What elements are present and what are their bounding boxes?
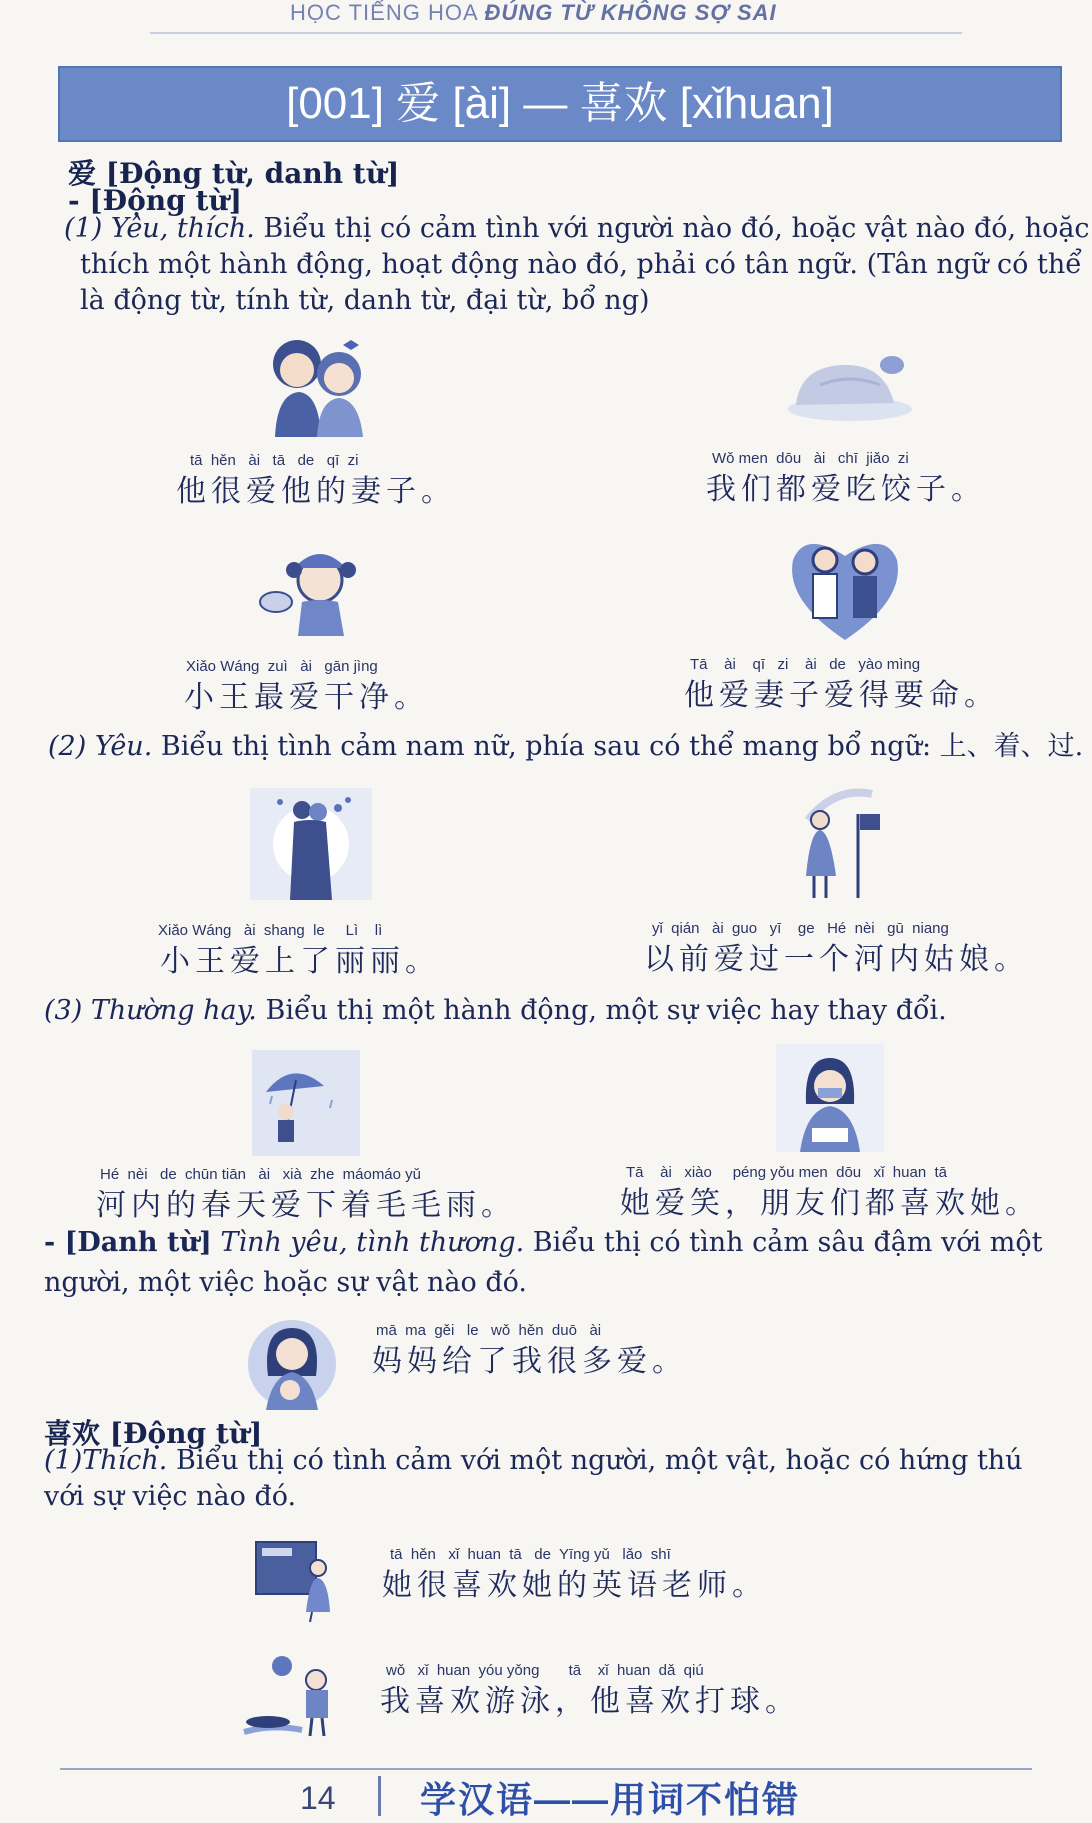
- definition-4-text: Biểu thị có tình cảm với một người, một vật, hoặc có hứng thú: [175, 1445, 1023, 1476]
- definition-1-line-2: thích một hành động, hoạt động nào đó, phải có tân ngữ. (Tân ngữ có thể: [80, 249, 1082, 280]
- example-10-chinese: 她很喜欢她的英语老师。: [382, 1568, 767, 1603]
- example-11-pinyin: wǒ xǐ huan yóu yǒng tā xǐ huan dǎ qiú: [386, 1662, 704, 1679]
- noun-definition-line-1: [44, 1226, 1042, 1260]
- definition-4-line-2: với sự việc nào đó.: [44, 1481, 297, 1512]
- example-7-pinyin: Hé nèi de chūn tiān ài xià zhe máomáo yǔ: [100, 1166, 422, 1183]
- girl-with-flag-illustration: [780, 780, 890, 905]
- definition-1-number: (1): [64, 213, 103, 244]
- footer-divider: [378, 1776, 381, 1816]
- example-6-pinyin: yǐ qián ài guo yī ge Hé nèi gū niang: [652, 920, 949, 937]
- definition-4-number: (1): [44, 1445, 83, 1476]
- boy-umbrella-illustration: [252, 1050, 360, 1156]
- noun-label: - [Danh từ]: [44, 1227, 212, 1258]
- definition-3-term: Thường hay.: [90, 995, 257, 1026]
- teacher-illustration: [254, 1538, 336, 1622]
- entry-banner: [001] 爱 [ài] — 喜欢 [xǐhuan]: [58, 66, 1062, 142]
- example-11-chinese: 我喜欢游泳，他喜欢打球。: [380, 1684, 800, 1719]
- definition-2-number: (2): [48, 731, 87, 762]
- page-number: 14: [300, 1780, 336, 1816]
- definition-2-term: Yêu.: [94, 731, 153, 762]
- running-header-tail: ĐÚNG TỪ KHÔNG SỢ SAI: [484, 0, 777, 25]
- definition-2: [48, 730, 1083, 764]
- definition-2-text: Biểu thị tình cảm nam nữ, phía sau có thể mang bổ ngữ: 上、着、过.: [160, 731, 1084, 762]
- example-7-chinese: 河内的春天爱下着毛毛雨。: [96, 1188, 516, 1223]
- example-4-chinese: 他爱妻子爱得要命。: [684, 678, 999, 713]
- definition-3-number: (3): [44, 995, 83, 1026]
- example-1-pinyin: tā hěn ài tā de qī zi: [190, 452, 359, 469]
- section-heading-xihuan: 喜欢 [Động từ]: [44, 1417, 263, 1450]
- swimming-basketball-illustration: [242, 1652, 348, 1740]
- couple-heart-illustration: [785, 530, 905, 645]
- example-10-pinyin: tā hěn xǐ huan tā de Yīng yǔ lǎo shī: [390, 1546, 671, 1563]
- definition-3-text: Biểu thị một hành động, một sự việc hay thay đổi.: [265, 995, 947, 1026]
- example-8-pinyin: Tā ài xiào péng yǒu men dōu xǐ huan tā: [626, 1164, 948, 1181]
- definition-4-term: Thích.: [82, 1445, 168, 1476]
- example-9-chinese: 妈妈给了我很多爱。: [372, 1344, 687, 1379]
- noun-term: Tình yêu, tình thương.: [220, 1227, 525, 1258]
- definition-1-text: Biểu thị có cảm tình với người nào đó, hoặc vật nào đó, hoặc: [263, 213, 1090, 244]
- running-header-text: HỌC TIẾNG HOA: [290, 0, 478, 25]
- example-5-chinese: 小王爱上了丽丽。: [160, 944, 440, 979]
- example-8-chinese: 她爱笑，朋友们都喜欢她。: [620, 1186, 1040, 1221]
- example-2-chinese: 我们都爱吃饺子。: [706, 472, 986, 507]
- section-heading-ai: 爱 [Động từ, danh từ]: [68, 157, 400, 190]
- dumplings-illustration: [780, 345, 920, 425]
- example-5-pinyin: Xiǎo Wáng ài shang le Lì lì: [158, 922, 383, 939]
- verb-heading: - [Động từ]: [68, 184, 242, 217]
- noun-definition-line-2: người, một việc hoặc sự vật nào đó.: [44, 1267, 528, 1298]
- example-3-pinyin: Xiǎo Wáng zuì ài gān jìng: [186, 658, 378, 675]
- example-9-pinyin: mā ma gěi le wǒ hěn duō ài: [376, 1322, 602, 1339]
- example-4-pinyin: Tā ài qī zi ài de yào mìng: [690, 656, 921, 673]
- couple-illustration: [255, 332, 380, 437]
- definition-4-line-1: [44, 1444, 1023, 1478]
- definition-3: [44, 994, 947, 1028]
- running-header: [290, 0, 777, 26]
- footer-rule: [60, 1768, 1032, 1770]
- hugging-couple-illustration: [250, 788, 372, 900]
- mother-child-illustration: [244, 1318, 340, 1410]
- definition-1-line-3: là động từ, tính từ, danh từ, đại từ, bổ ng): [80, 285, 650, 316]
- header-rule: [150, 32, 962, 34]
- example-2-pinyin: Wǒ men dōu ài chī jiǎo zi: [712, 450, 909, 467]
- example-6-chinese: 以前爱过一个河内姑娘。: [644, 942, 1029, 977]
- example-3-chinese: 小王最爱干净。: [184, 680, 429, 715]
- footer-brand: 学汉语——用词不怕错: [420, 1779, 801, 1820]
- noun-text: Biểu thị có tình cảm sâu đậm với một: [532, 1227, 1043, 1258]
- definition-1-line-1: [64, 212, 1090, 246]
- example-1-chinese: 他很爱他的妻子。: [176, 474, 456, 509]
- girl-cleaning-illustration: [258, 540, 368, 640]
- definition-1-term: Yêu, thích.: [110, 213, 255, 244]
- smiling-girl-illustration: [776, 1044, 884, 1152]
